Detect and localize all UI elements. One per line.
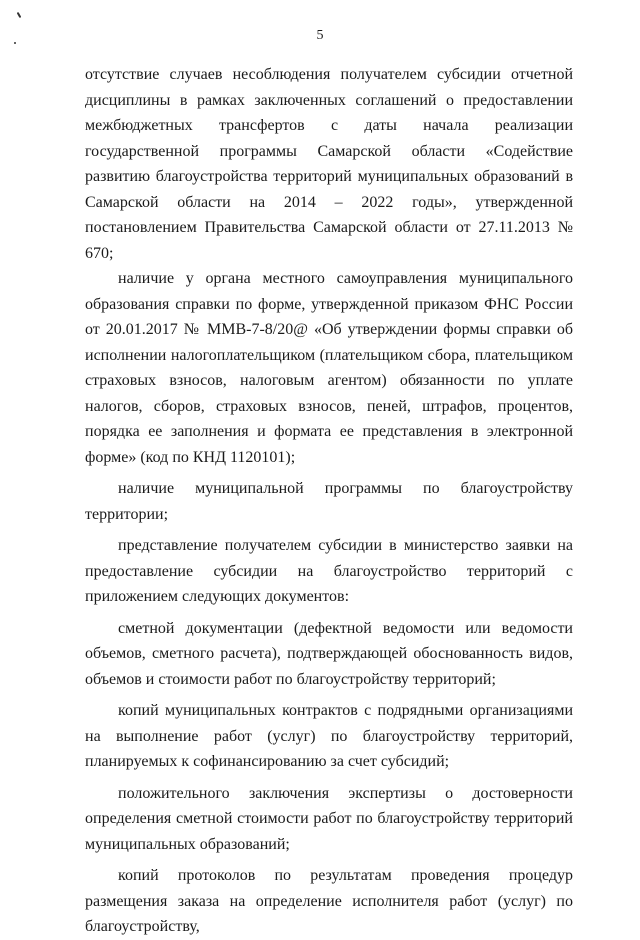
paragraph-expert-conclusion: положительного заключения экспертизы о достоверности определения сметной стоимости работ по благоустройству территорий муниципальных образований;	[85, 784, 573, 853]
paragraph-estimate-documentation: сметной документации (дефектной ведомости или ведомости объемов, сметного расчета), подтверждающей обоснованность видов, объемов и стоимости работ по благоустройству территорий;	[85, 619, 573, 688]
scan-mark-top	[17, 12, 22, 18]
paragraph-municipal-contracts: копий муниципальных контрактов с подрядными организациями на выполнение работ (услуг) по благоустройству территорий, планируемых к софинансированию за счет субсидий;	[85, 702, 573, 770]
paragraph-report-discipline: отсутствие случаев несоблюдения получателем субсидии отчетной дисциплины в рамках заключенных соглашений о предоставлении межбюджетных трансфертов с даты начала реализации государственной программы Самарской области «Содействие развитию благоустройства территорий муниципальных образований в Самарской области на 2014 – 2022 годы», утвержденной постановлением Правительства Самарской области от 27.11.2013 № 670;	[85, 66, 573, 262]
paragraph-tax-certificate: наличие у органа местного самоуправления муниципального образования справки по форме, утвержденной приказом ФНС России от 20.01.2017 № ММВ-7-8/20@ «Об утверждении формы справки об исполнении налогоплательщиком (плательщиком сбора, плательщиком страховых взносов, налоговым агентом) обязанности по уплате налогов, сборов, страховых взносов, пеней, штрафов, процентов, порядка ее заполнения и формата ее представления в электронной форме» (код по КНД 1120101);	[85, 270, 573, 466]
body-text	[85, 62, 573, 940]
paragraph-procurement-protocols: копий протоколов по результатам проведения процедур размещения заказа на определение исполнителя работ (услуг) по благоустройству,	[85, 867, 573, 935]
paragraph-subsidy-application: представление получателем субсидии в министерство заявки на предоставление субсидии на благоустройство территорий с приложением следующих документов:	[85, 537, 573, 605]
page-number: 5	[316, 28, 324, 43]
paragraph-municipal-program: наличие муниципальной программы по благоустройству территории;	[85, 480, 573, 523]
